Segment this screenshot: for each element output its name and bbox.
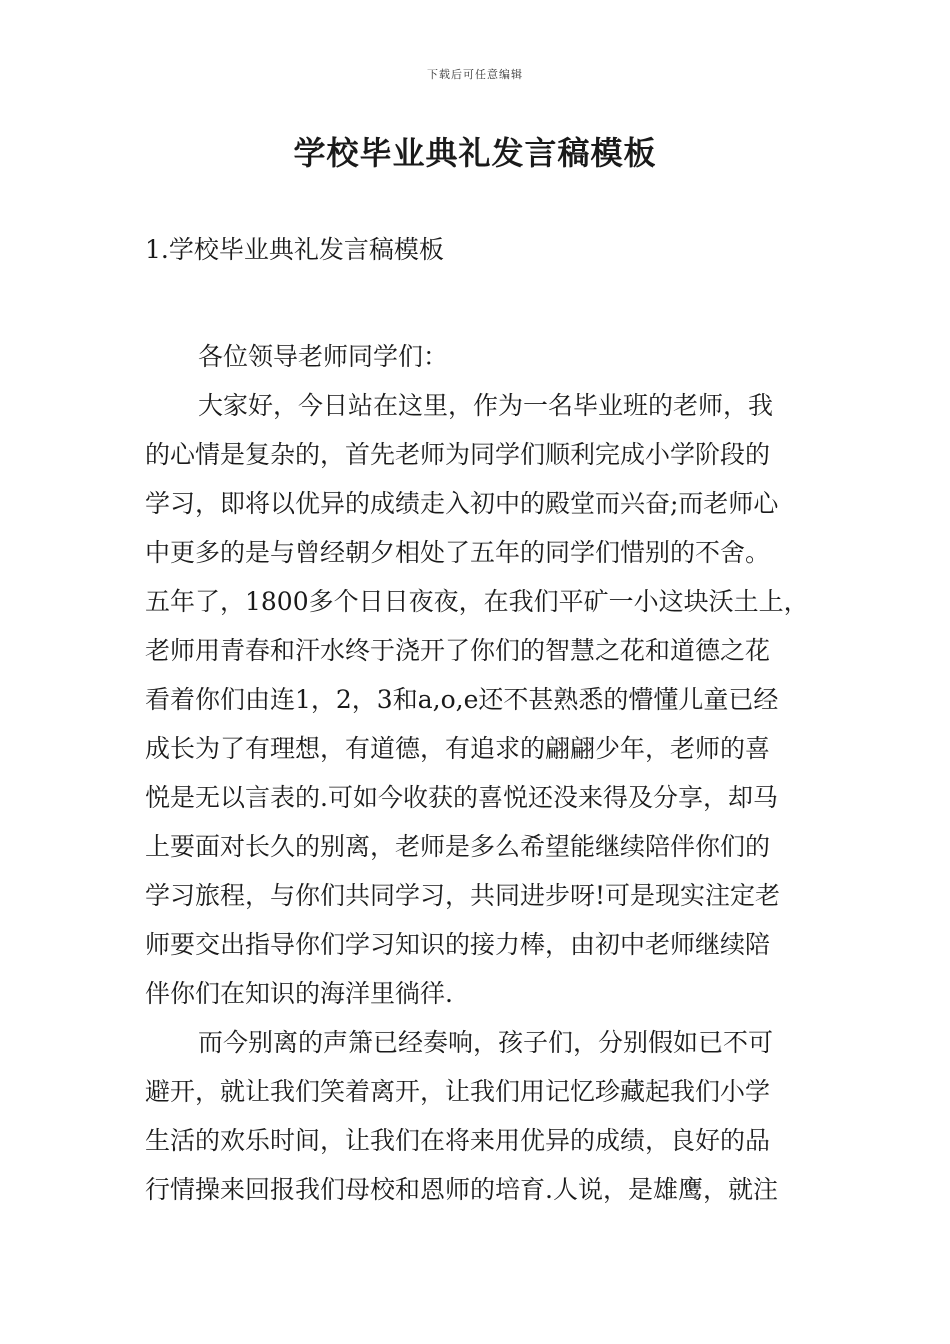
text-line: 学习，即将以优异的成绩走入初中的殿堂而兴奋;而老师心	[145, 489, 779, 518]
text-line: 悦是无以言表的.可如今收获的喜悦还没来得及分享，却马	[145, 783, 778, 812]
text-line: 而今别离的声箫已经奏响，孩子们，分别假如已不可	[198, 1028, 774, 1057]
text-line: 各位领导老师同学们：	[198, 342, 449, 371]
text-line: 师要交出指导你们学习知识的接力棒，由初中老师继续陪	[145, 930, 771, 959]
text-line: 成长为了有理想，有道德，有追求的翩翩少年，老师的喜	[145, 734, 771, 763]
text-line: 伴你们在知识的海洋里徜徉.	[145, 979, 453, 1008]
text-line: 五年了，1800多个日日夜夜，在我们平矿一小这块沃土上，	[145, 587, 809, 616]
section-heading: 1.学校毕业典礼发言稿模板	[145, 235, 444, 264]
text-line: 生活的欢乐时间，让我们在将来用优异的成绩，良好的品	[145, 1126, 771, 1155]
text-line: 的心情是复杂的，首先老师为同学们顺利完成小学阶段的	[145, 440, 771, 469]
page-header-note: 下载后可任意编辑	[427, 68, 523, 81]
text-line: 行情操来回报我们母校和恩师的培育.人说，是雄鹰，就注	[145, 1175, 778, 1204]
text-line: 上要面对长久的别离，老师是多么希望能继续陪伴你们的	[145, 832, 771, 861]
text-line: 学习旅程，与你们共同学习，共同进步呀!可是现实注定老	[145, 881, 781, 910]
text-line: 老师用青春和汗水终于浇开了你们的智慧之花和道德之花	[145, 636, 771, 665]
text-line: 看着你们由连1，2，3和a,o,e还不甚熟悉的懵懂儿童已经	[145, 685, 779, 714]
text-line: 大家好，今日站在这里，作为一名毕业班的老师，我	[198, 391, 774, 420]
text-line: 避开，就让我们笑着离开，让我们用记忆珍藏起我们小学	[145, 1077, 771, 1106]
document-title: 学校毕业典礼发言稿模板	[293, 134, 657, 172]
speech-body	[145, 332, 825, 1214]
text-line: 中更多的是与曾经朝夕相处了五年的同学们惜别的不舍。	[145, 538, 771, 567]
